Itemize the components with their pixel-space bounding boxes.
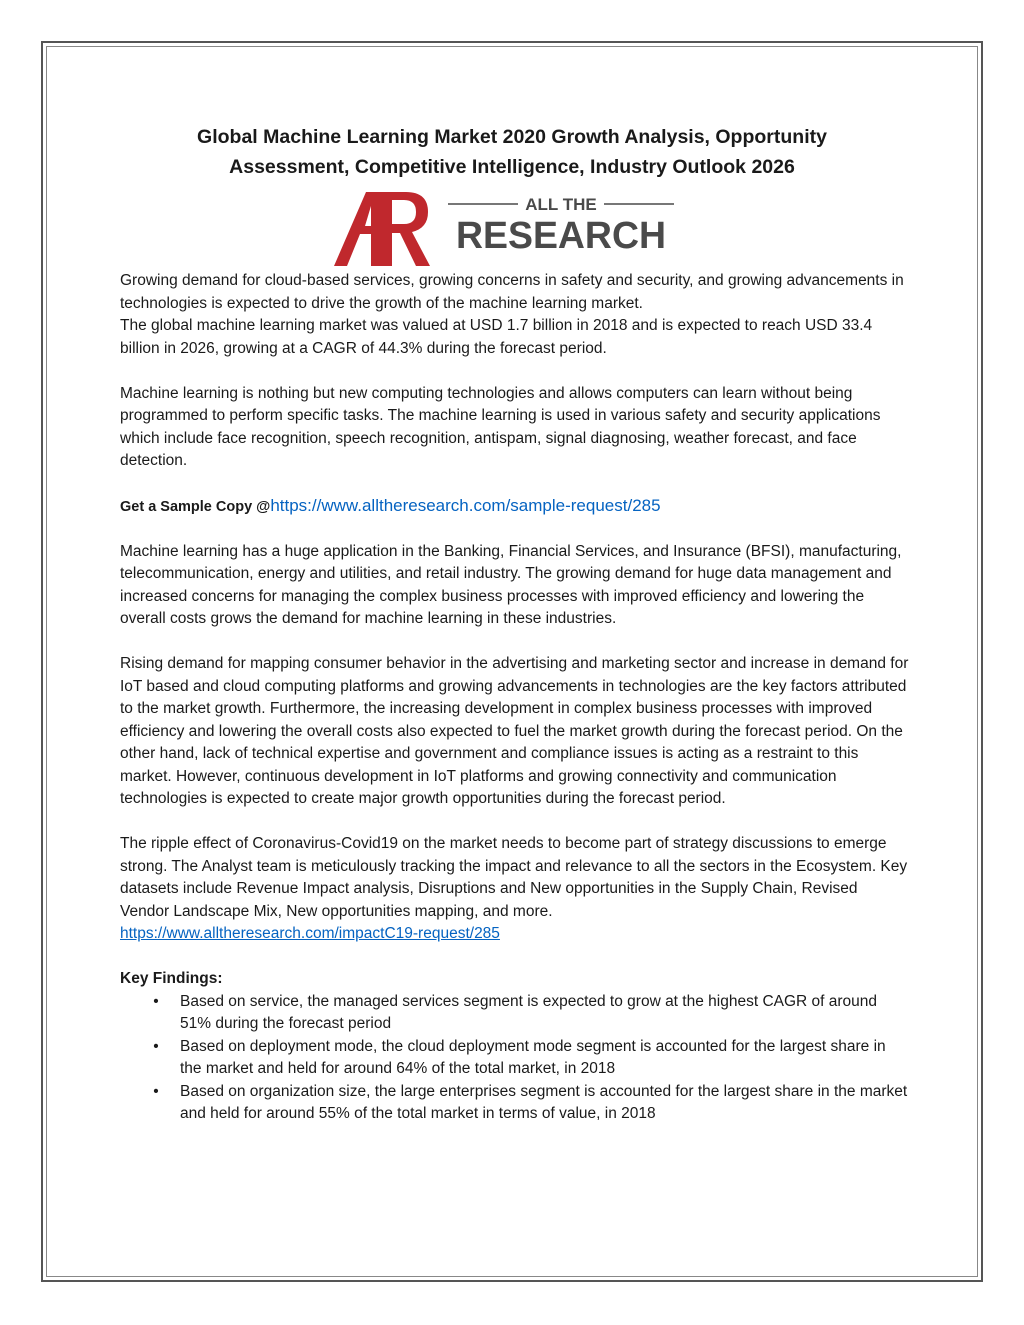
bullet-icon: • <box>153 1082 159 1100</box>
paragraph-covid-text: The ripple effect of Coronavirus-Covid19 on the market needs to become part of strategy discussions to emerge strong. The Analyst team is meticulously tracking the impact and relevance to all the sectors in the Ecosystem. Key datasets include Revenue Impact analysis, Disruptions and New opportunities in the Supply Chain, Revised Vendor Landscape Mix, New opportunities mapping, and more. <box>120 835 908 920</box>
title-line-1: Global Machine Learning Market 2020 Growth Analysis, Opportunity <box>197 126 827 148</box>
key-findings-list <box>120 991 910 1126</box>
logo-text-research: RESEARCH <box>456 215 666 257</box>
impact-request-link[interactable]: https://www.alltheresearch.com/impactC19-request/285 <box>120 925 500 942</box>
sample-request-line <box>120 495 910 518</box>
bullet-icon: • <box>153 992 159 1010</box>
list-item <box>120 991 910 1036</box>
list-item <box>120 1081 910 1126</box>
finding-text: Based on organization size, the large enterprises segment is accounted for the largest share in the market and held for around 55% of the total market in terms of value, in 2018 <box>180 1082 908 1122</box>
paragraph-intro <box>120 270 910 360</box>
sample-request-label: Get a Sample Copy @ <box>120 499 271 515</box>
sample-request-link[interactable]: https://www.alltheresearch.com/sample-request/285 <box>270 496 661 515</box>
finding-text: Based on deployment mode, the cloud deployment mode segment is accounted for the largest share in the market and held for around 64% of the total market, in 2018 <box>180 1037 886 1077</box>
document-title <box>100 122 924 182</box>
all-the-research-logo <box>330 190 680 268</box>
ar-logo-mark-icon <box>334 192 430 266</box>
finding-text: Based on service, the managed services segment is expected to grow at the highest CAGR of around 51% during the forecast period <box>180 992 878 1032</box>
bullet-icon: • <box>153 1037 159 1055</box>
document-body <box>120 270 910 1126</box>
paragraph-definition: Machine learning is nothing but new computing technologies and allows computers can learn without being programmed to perform specific tasks. The machine learning is used in various safety and security applications which include face recognition, speech recognition, antispam, signal diagnosing, weather forecast, and face detection. <box>120 384 881 469</box>
logo-text-all-the: ALL THE <box>525 195 597 214</box>
list-item <box>120 1036 910 1081</box>
paragraph-covid-impact <box>120 833 910 946</box>
paragraph-growth-drivers: Rising demand for mapping consumer behavior in the advertising and marketing sector and increase in demand for IoT based and cloud computing platforms and growing advancements in technologies are the key factors attributed to the market growth. Furthermore, the increasing development in complex business processes with improved efficiency and lowering the overall costs also expected to fuel the market growth during the forecast period. On the other hand, lack of technical expertise and government and compliance issues is acting as a restraint to this market. However, continuous development in IoT platforms and growing connectivity and communication technologies is expected to create major growth opportunities during the forecast period. <box>120 655 909 807</box>
paragraph-applications: Machine learning has a huge application in the Banking, Financial Services, and Insurance (BFSI), manufacturing, telecommunication, energy and utilities, and retail industry. The growing demand for huge data management and increased concerns for managing the complex business processes with improved efficiency and lowering the overall costs grows the demand for machine learning in these industries. <box>120 542 902 627</box>
title-line-2: Assessment, Competitive Intelligence, Industry Outlook 2026 <box>229 156 795 178</box>
paragraph-intro-line-2: The global machine learning market was valued at USD 1.7 billion in 2018 and is expected to reach USD 33.4 billion in 2026, growing at a CAGR of 44.3% during the forecast period. <box>120 317 873 357</box>
key-findings-heading: Key Findings: <box>120 970 223 987</box>
paragraph-intro-line-1: Growing demand for cloud-based services, growing concerns in safety and security, and growing advancements in technologies is expected to drive the growth of the machine learning market. <box>120 272 904 312</box>
